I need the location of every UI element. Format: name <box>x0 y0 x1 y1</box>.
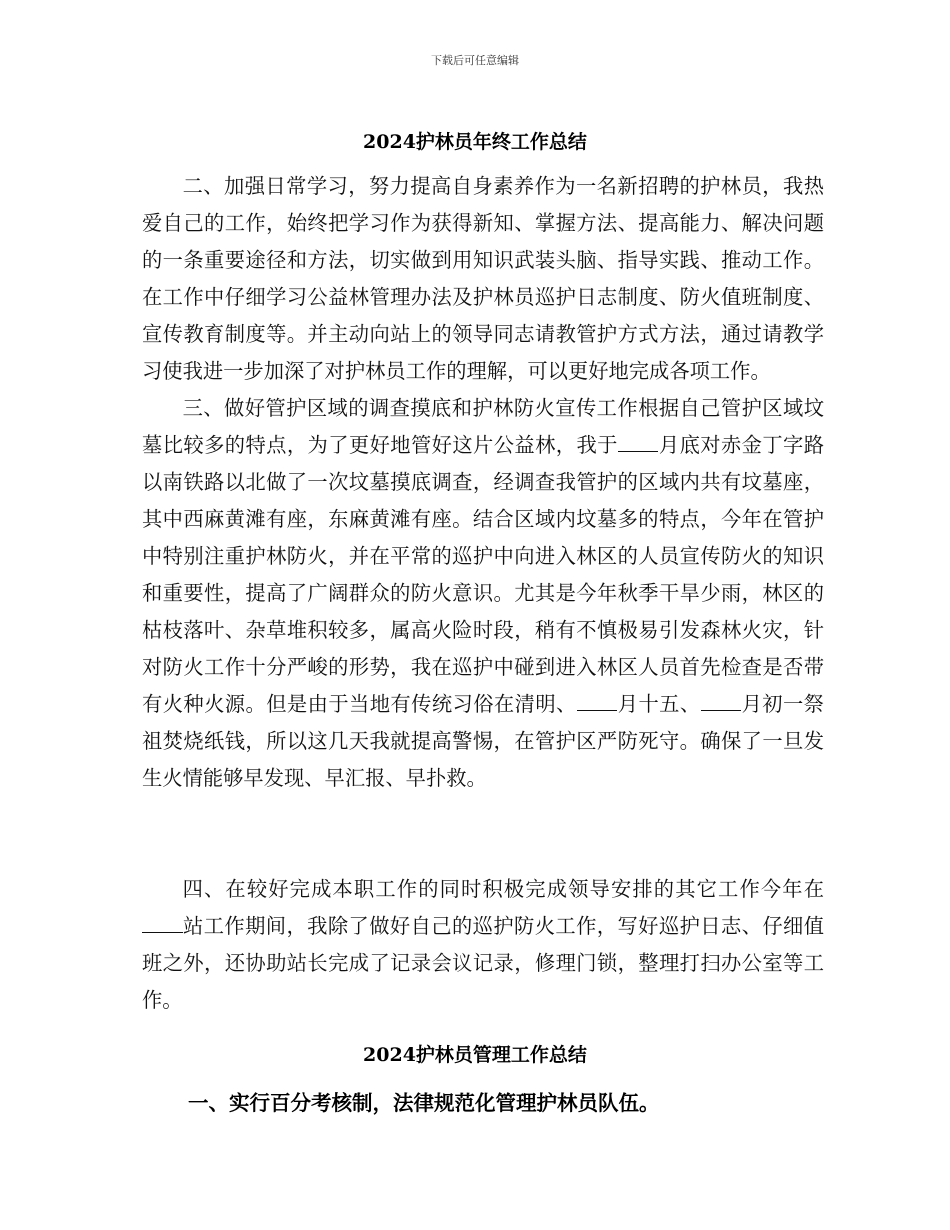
fill-blank <box>577 691 618 711</box>
second-document-title: 2024护林员管理工作总结 <box>363 1044 587 1066</box>
section-heading: 一、实行百分考核制，法律规范化管理护林员队伍。 <box>188 1091 660 1115</box>
paragraph-text: 站工作期间，我除了做好自己的巡护防火工作，写好巡护日志、仔细值班之外，还协助站长完成了记录会议记录，修理门锁，整理打扫办公室等工作。 <box>142 914 824 1012</box>
fill-blank <box>618 432 659 452</box>
paragraph-survey <box>142 390 824 797</box>
header-note: 下载后可任意编辑 <box>431 54 519 67</box>
paragraph-study: 二、加强日常学习，努力提高自身素养作为一名新招聘的护林员，我热爱自己的工作，始终把学习作为获得新知、掌握方法、提高能力、解决问题的一条重要途径和方法，切实做到用知识武装头脑、指导实践、推动工作。在工作中仔细学习公益林管理办法及护林员巡护日志制度、防火值班制度、宣传教育制度等。并主动向站上的领导同志请教管护方式方法，通过请教学习使我进一步加深了对护林员工作的理解，可以更好地完成各项工作。 <box>142 174 824 383</box>
paragraph-text: 月底对赤金丁字路以南铁路以北做了一次坟墓摸底调查，经调查我管护的区域内共有坟墓座，其中西麻黄滩有座，东麻黄滩有座。结合区域内坟墓多的特点，今年在管护中特别注重护林防火，并在平常的巡护中向进入林区的人员宣传防火的知识和重要性，提高了广阔群众的防火意识。尤其是今年秋季干旱少雨，林区的枯枝落叶、杂草堆积较多，属高火险时段，稍有不慎极易引发森林火灾，针对防火工作十分严峻的形势，我在巡护中碰到进入林区人员首先检查是否带有火种火源。但是由于当地有传统习俗在清明、 <box>142 433 824 716</box>
document-title: 2024护林员年终工作总结 <box>363 131 587 153</box>
fill-blank <box>701 691 742 711</box>
paragraph-text: 三、做好管护区域的调查摸底和护林防火宣传工作根据自己管护区域坟墓比较多的特点，为了更好地管好这片公益林，我于 <box>142 396 824 457</box>
paragraph-text: 月初一祭祖焚烧纸钱，所以这几天我就提高警惕，在管护区严防死守。确保了一旦发生火情能够早发现、早汇报、早扑救。 <box>142 692 824 790</box>
body-section-2 <box>142 871 824 1019</box>
paragraph-text: 月十五、 <box>617 692 701 716</box>
body-section-1 <box>142 168 824 797</box>
paragraph-other-work <box>142 871 824 1019</box>
paragraph-text: 四、在较好完成本职工作的同时积极完成领导安排的其它工作今年在 <box>182 877 824 901</box>
fill-blank <box>142 913 183 933</box>
